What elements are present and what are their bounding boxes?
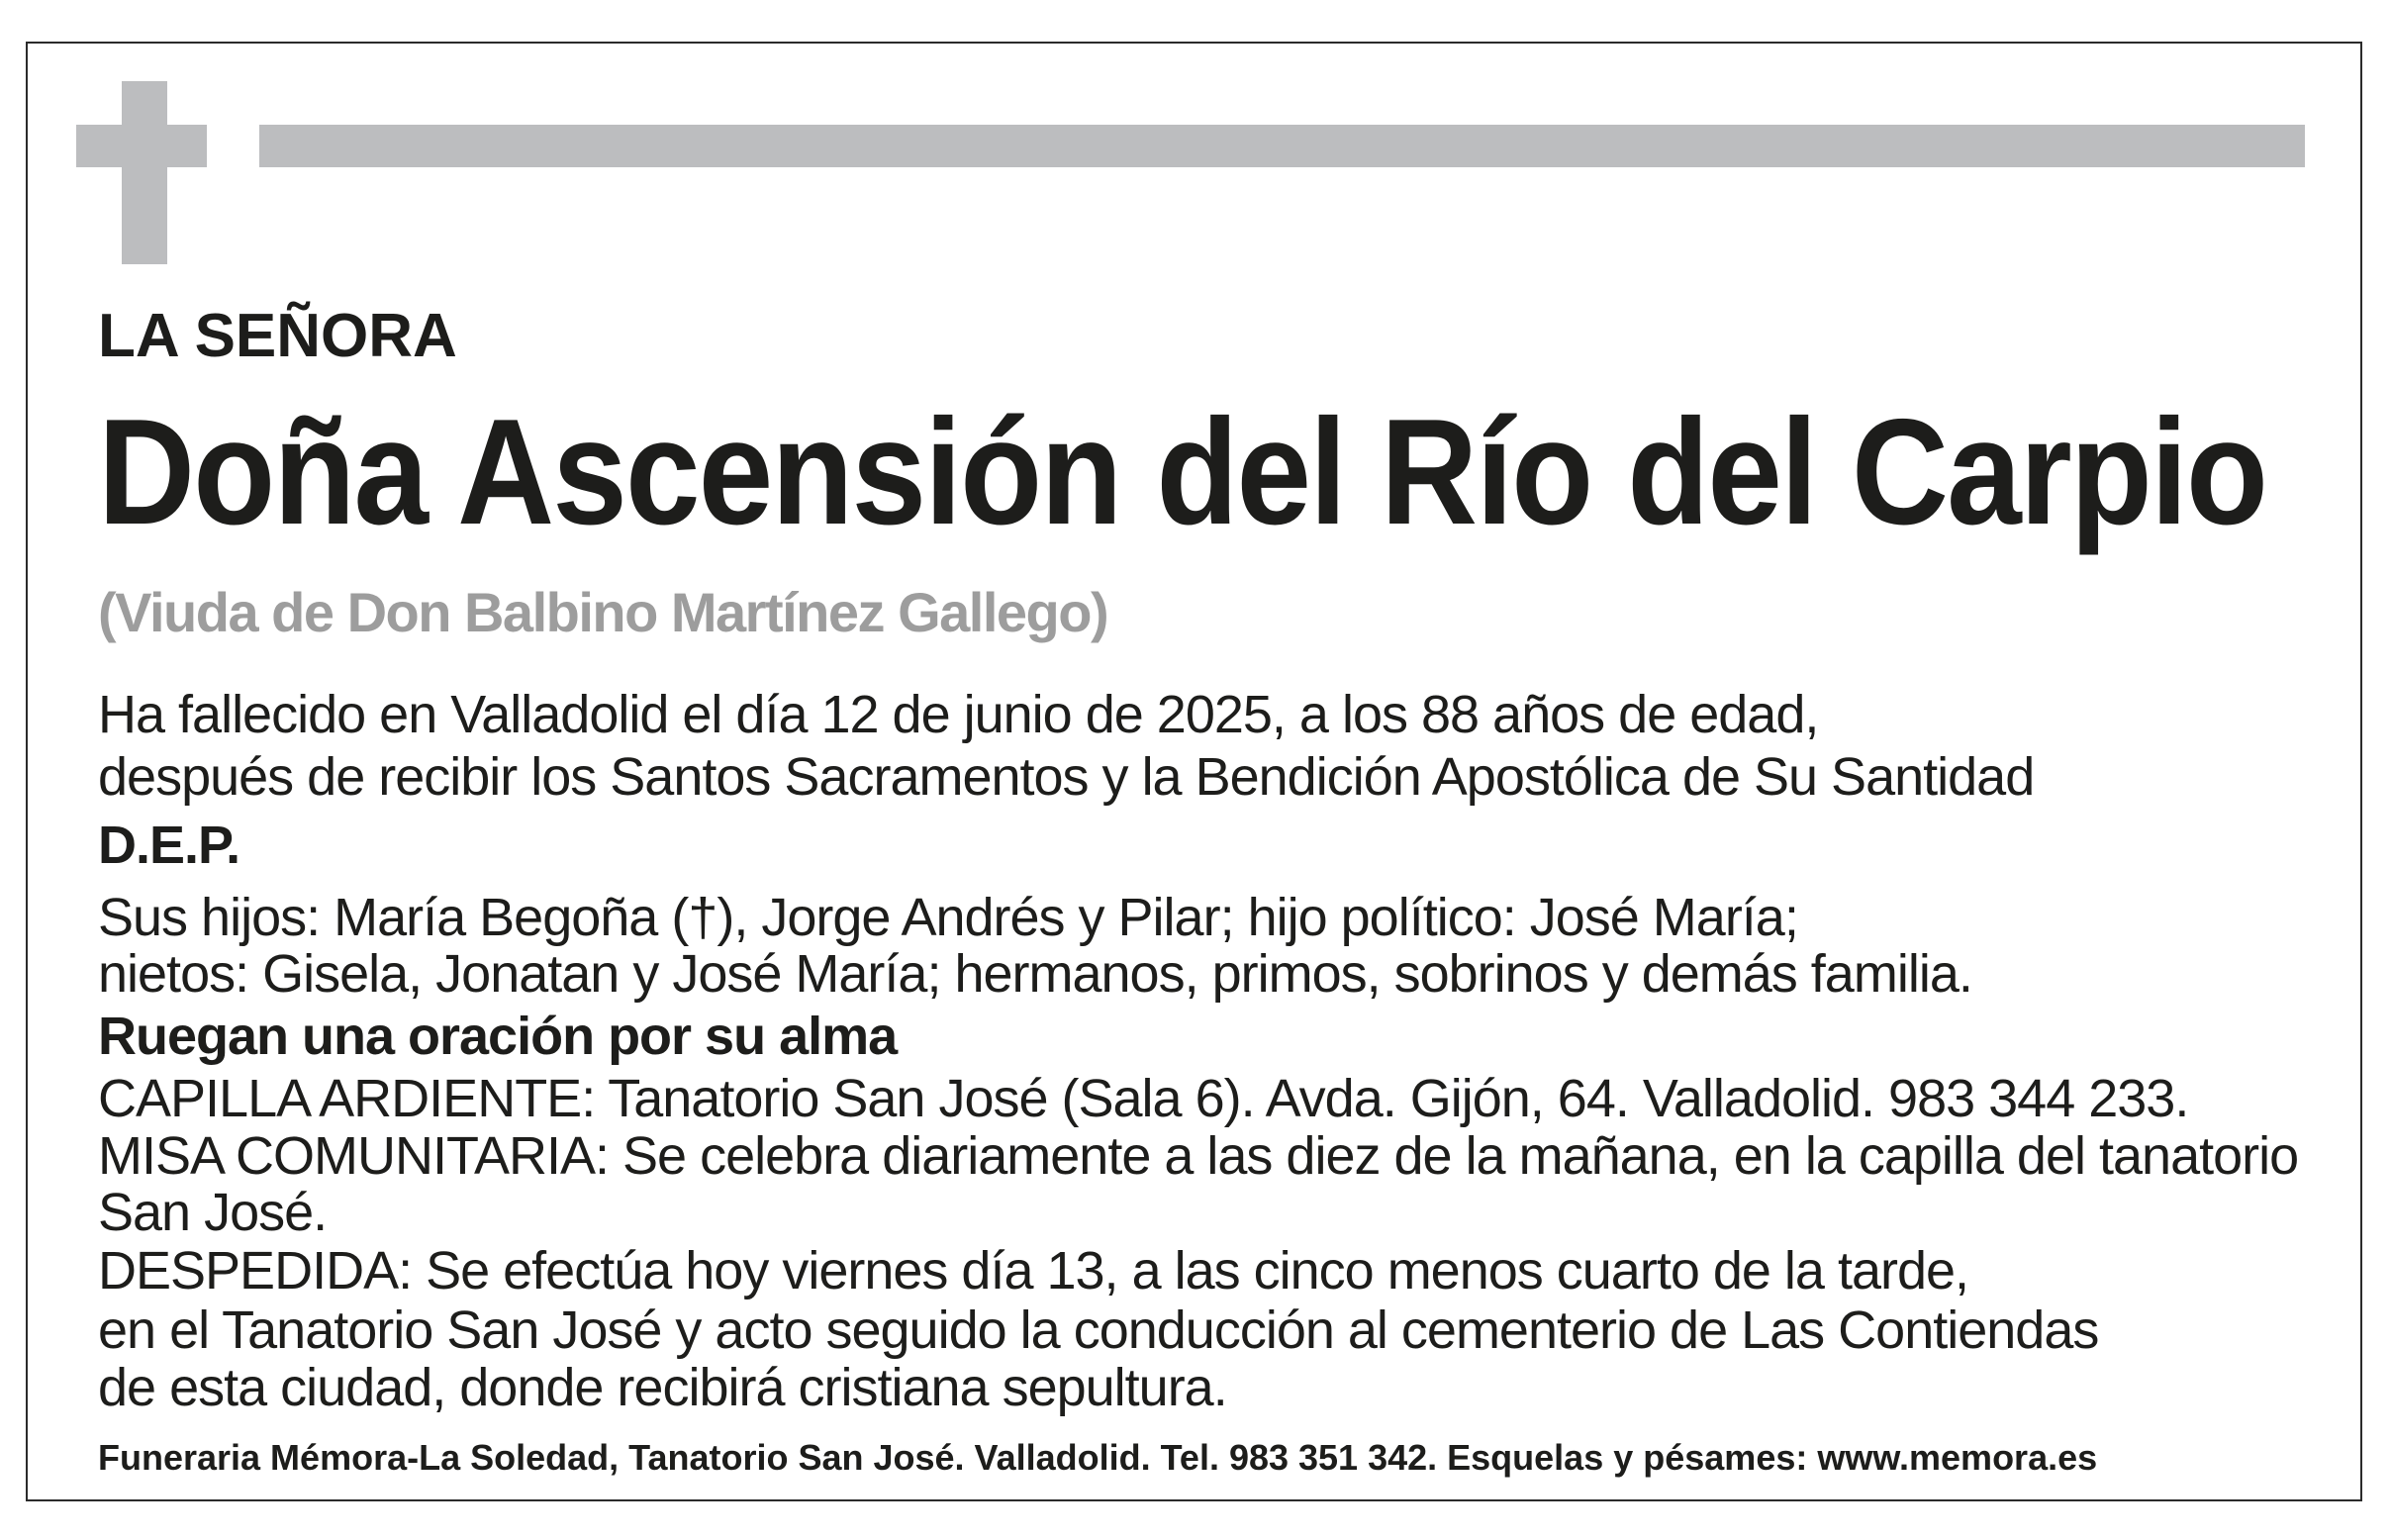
prayer-request: Ruegan una oración por su alma: [98, 1007, 898, 1066]
announcement-line: Ha fallecido en Valladolid el día 12 de junio de 2025, a los 88 años de edad,: [98, 685, 1819, 744]
widow-of-subtitle: (Viuda de Don Balbino Martínez Gallego): [98, 581, 1108, 643]
family-line: Sus hijos: María Begoña (†), Jorge Andrés y Pilar; hijo político: José María;: [98, 888, 1798, 947]
announcement-line: después de recibir los Santos Sacramentos y la Bendición Apostólica de Su Santidad: [98, 747, 2035, 807]
obituary-notice: [26, 42, 2362, 1501]
details-line: de esta ciudad, donde recibirá cristiana sepultura.: [98, 1358, 1227, 1417]
details-line: en el Tanatorio San José y acto seguido la conducción al cementerio de Las Contiendas: [98, 1300, 2099, 1360]
rip-label: D.E.P.: [98, 816, 240, 875]
honorific: LA SEÑORA: [98, 302, 457, 370]
details-line: DESPEDIDA: Se efectúa hoy viernes día 13, a las cinco menos cuarto de la tarde,: [98, 1241, 1969, 1300]
cross-icon: [76, 81, 207, 264]
details-line: CAPILLA ARDIENTE: Tanatorio San José (Sala 6). Avda. Gijón, 64. Valladolid. 983 344 233.: [98, 1069, 2189, 1128]
header-rule: [259, 125, 2305, 167]
family-line: nietos: Gisela, Jonatan y José María; hermanos, primos, sobrinos y demás familia.: [98, 944, 1972, 1004]
details-line: MISA COMUNITARIA: Se celebra diariamente a las diez de la mañana, en la capilla del tanatorio: [98, 1126, 2299, 1186]
funeral-home-footer: Funeraria Mémora-La Soledad, Tanatorio San José. Valladolid. Tel. 983 351 342. Esquelas y pésames: www.memora.es: [98, 1437, 2098, 1478]
cross-horizontal-bar: [76, 125, 207, 167]
details-line: San José.: [98, 1183, 328, 1242]
cross-vertical-bar: [122, 81, 167, 264]
deceased-name: Doña Ascensión del Río del Carpio: [98, 388, 2267, 556]
